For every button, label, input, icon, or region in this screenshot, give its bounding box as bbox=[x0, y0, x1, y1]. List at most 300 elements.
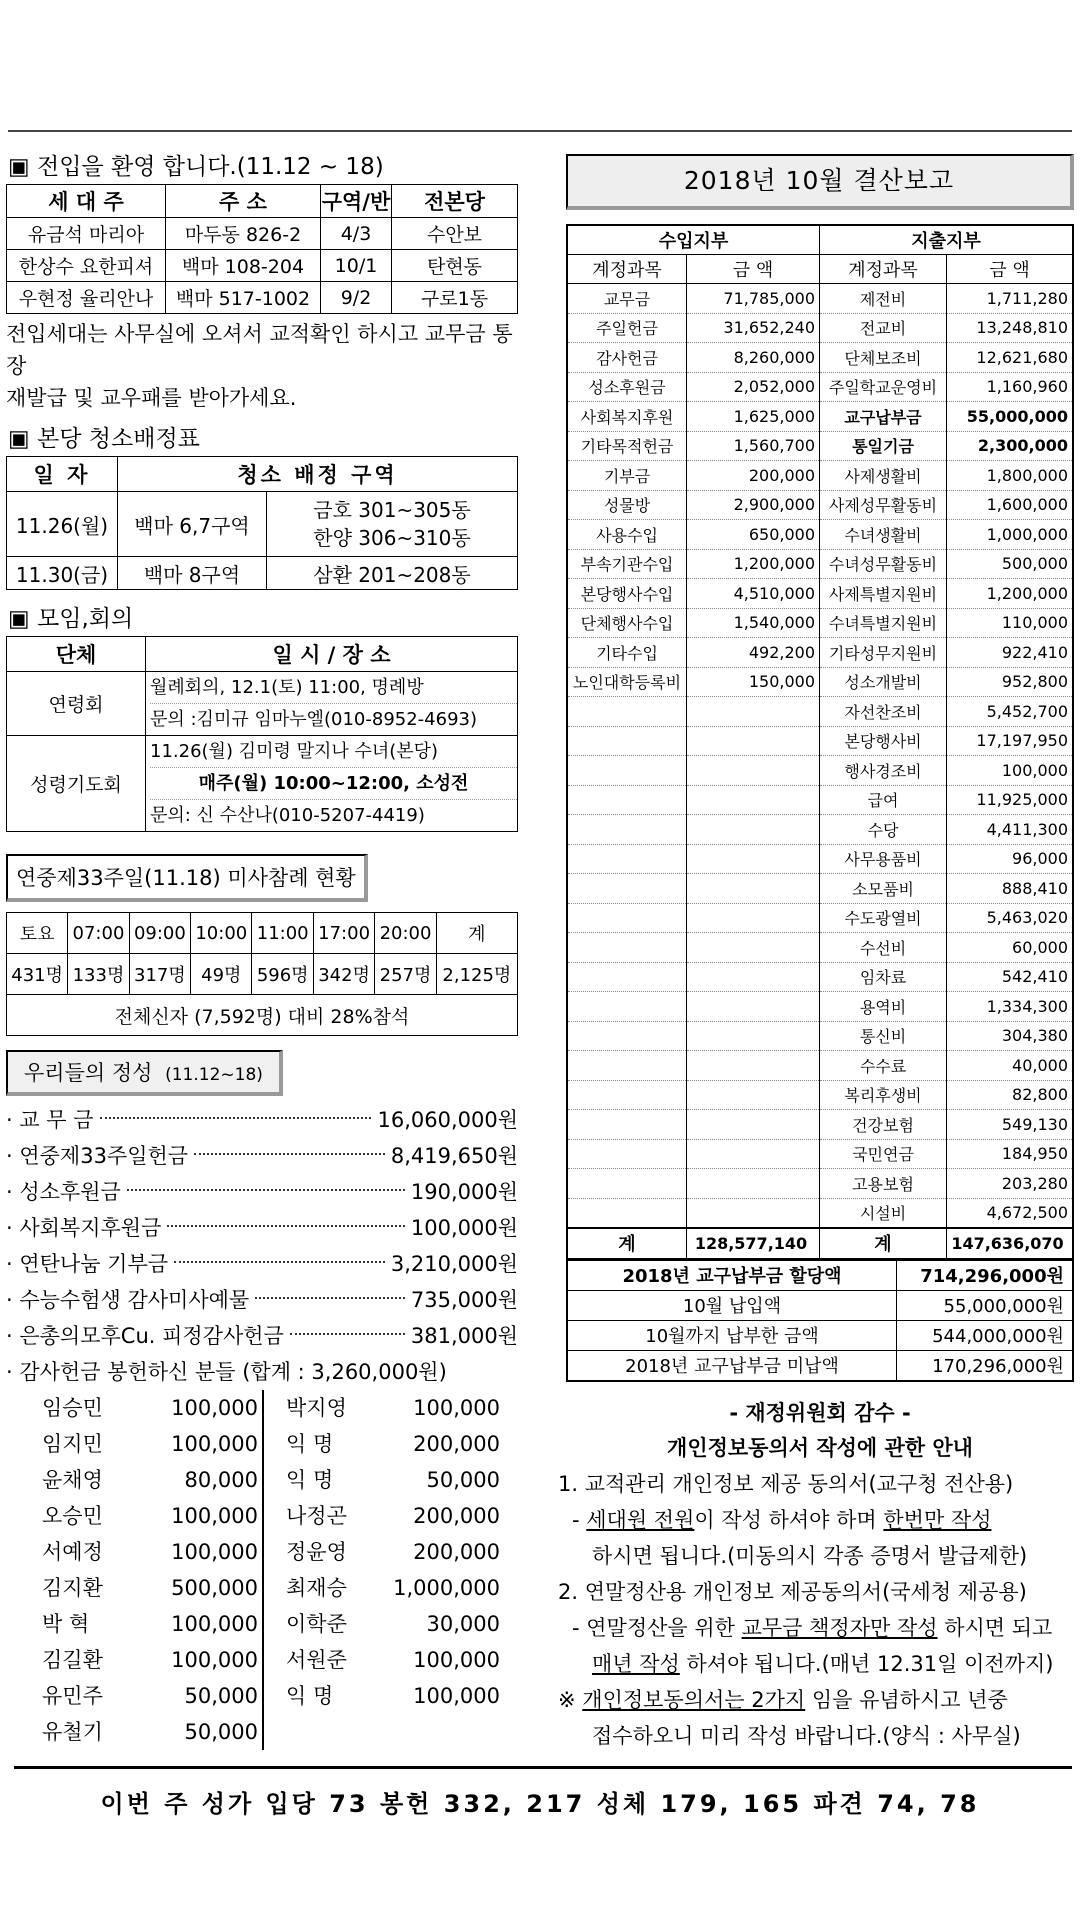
donor-amount: 200,000 bbox=[413, 1432, 500, 1456]
total-row bbox=[567, 1228, 1073, 1259]
table-row bbox=[567, 785, 1073, 815]
expense-amount: 1,711,280 bbox=[947, 284, 1074, 314]
meetings-table bbox=[6, 636, 518, 832]
table-row bbox=[567, 815, 1073, 845]
list-item bbox=[264, 1426, 504, 1462]
list-item bbox=[264, 1570, 504, 1606]
table-row bbox=[567, 697, 1073, 727]
table-row bbox=[7, 218, 518, 250]
table-row bbox=[567, 1080, 1073, 1110]
income-amount: 2,052,000 bbox=[687, 372, 820, 402]
list-item bbox=[6, 1282, 518, 1318]
income-header: 수입지부 bbox=[567, 225, 820, 255]
expense-account: 수당 bbox=[820, 815, 947, 845]
table-row bbox=[567, 608, 1073, 638]
table-row bbox=[567, 1350, 1073, 1381]
income-amount bbox=[687, 1051, 820, 1081]
income-account: 주일헌금 bbox=[567, 313, 687, 343]
text-underlined: 세대원 전원 bbox=[586, 1507, 695, 1532]
donor-amount: 50,000 bbox=[184, 1720, 258, 1744]
cell: 11.26(월) bbox=[7, 492, 118, 557]
alloc-label: 2018년 교구납부금 미납액 bbox=[567, 1350, 897, 1381]
cell: 09:00 bbox=[129, 913, 190, 954]
expense-account: 복리후생비 bbox=[820, 1080, 947, 1110]
expense-account: 행사경조비 bbox=[820, 756, 947, 786]
donor-amount: 100,000 bbox=[171, 1648, 258, 1672]
income-amount bbox=[687, 933, 820, 963]
donor-amount: 50,000 bbox=[184, 1684, 258, 1708]
privacy-body bbox=[558, 1466, 1074, 1754]
cell-line: 11.26(월) 김미령 말지나 수녀(본당) bbox=[150, 736, 517, 768]
expense-amount: 11,925,000 bbox=[947, 785, 1074, 815]
notice-line: 재발급 및 교우패를 받아가세요. bbox=[6, 386, 297, 410]
table-row bbox=[567, 1169, 1073, 1199]
cell: 구로1동 bbox=[392, 282, 518, 314]
donor-name: 박 혁 bbox=[42, 1612, 90, 1636]
income-account: 노인대학등록비 bbox=[567, 667, 687, 697]
finance-title: 2018년 10월 결산보고 bbox=[566, 154, 1074, 210]
table-row bbox=[7, 250, 518, 282]
expense-account: 성소개발비 bbox=[820, 667, 947, 697]
income-amount bbox=[687, 874, 820, 904]
list-item bbox=[6, 1246, 518, 1282]
cell: 마두동 826-2 bbox=[166, 218, 321, 250]
income-amount bbox=[687, 992, 820, 1022]
income-account: 교무금 bbox=[567, 284, 687, 314]
income-account bbox=[567, 815, 687, 845]
cell: 우현정 율리안나 bbox=[7, 282, 166, 314]
list-item bbox=[264, 1534, 504, 1570]
notice-line: 전입세대는 사무실에 오셔서 교적확인 하시고 교무금 통장 bbox=[6, 322, 513, 378]
text-underlined: 한번만 작성 bbox=[883, 1507, 992, 1532]
list-item bbox=[6, 1138, 518, 1174]
expense-account: 시설비 bbox=[820, 1198, 947, 1228]
donor-amount: 100,000 bbox=[413, 1396, 500, 1420]
col-zone: 구역/반 bbox=[321, 185, 392, 218]
list-item bbox=[30, 1678, 262, 1714]
income-amount bbox=[687, 1198, 820, 1228]
donor-name: 김지환 bbox=[42, 1576, 103, 1600]
income-amount bbox=[687, 726, 820, 756]
table-row bbox=[7, 557, 518, 590]
table-row bbox=[567, 461, 1073, 491]
donor-amount: 100,000 bbox=[171, 1396, 258, 1420]
list-item bbox=[264, 1390, 504, 1426]
income-amount bbox=[687, 903, 820, 933]
cell: 342명 bbox=[313, 954, 374, 995]
expense-total: 147,636,070 bbox=[947, 1228, 1074, 1259]
donor-name: 정윤영 bbox=[286, 1540, 347, 1564]
table-row bbox=[567, 284, 1073, 314]
offerings-title-text: 우리들의 정성 bbox=[24, 1061, 153, 1085]
text: 임을 유념하시고 년중 bbox=[805, 1687, 1008, 1712]
subheader: 계정과목 bbox=[567, 255, 687, 284]
income-account: 사회복지후원 bbox=[567, 402, 687, 432]
donor-name: 최재승 bbox=[286, 1576, 347, 1600]
expense-header: 지출지부 bbox=[820, 225, 1074, 255]
income-account bbox=[567, 933, 687, 963]
move-in-notice bbox=[6, 318, 518, 414]
income-account bbox=[567, 697, 687, 727]
cell: 삼환 201~208동 bbox=[267, 557, 518, 590]
total-label: 계 bbox=[567, 1228, 687, 1259]
donor-name: 이학준 bbox=[286, 1612, 347, 1636]
donor-amount: 200,000 bbox=[413, 1504, 500, 1528]
donor-name: 김길환 bbox=[42, 1648, 103, 1672]
income-amount: 1,560,700 bbox=[687, 431, 820, 461]
offerings-list bbox=[6, 1102, 518, 1390]
text: 이 작성 하셔야 하며 bbox=[694, 1507, 884, 1532]
expense-account: 임차료 bbox=[820, 962, 947, 992]
expense-amount: 203,280 bbox=[947, 1169, 1074, 1199]
move-in-title: ▣ 전입을 환영 합니다.(11.12 ~ 18) bbox=[8, 154, 384, 180]
privacy-line: 1. 교적관리 개인정보 제공 동의서(교구청 전산용) bbox=[558, 1471, 1014, 1496]
income-amount: 1,200,000 bbox=[687, 549, 820, 579]
income-amount bbox=[687, 1169, 820, 1199]
cell bbox=[267, 492, 518, 557]
expense-amount: 4,672,500 bbox=[947, 1198, 1074, 1228]
table-row bbox=[567, 1320, 1073, 1350]
expense-amount: 1,334,300 bbox=[947, 992, 1074, 1022]
income-account bbox=[567, 785, 687, 815]
income-account: 감사헌금 bbox=[567, 343, 687, 373]
col-datetime-place: 일 시 / 장 소 bbox=[146, 637, 518, 672]
list-item bbox=[6, 1174, 518, 1210]
col-date: 일 자 bbox=[7, 457, 118, 492]
top-rule bbox=[8, 130, 1072, 132]
expense-account: 고용보험 bbox=[820, 1169, 947, 1199]
list-item bbox=[264, 1642, 504, 1678]
list-item bbox=[30, 1426, 262, 1462]
table-row bbox=[567, 1110, 1073, 1140]
income-account bbox=[567, 1080, 687, 1110]
list-item bbox=[30, 1498, 262, 1534]
expense-account: 수녀생활비 bbox=[820, 520, 947, 550]
expense-amount: 1,200,000 bbox=[947, 579, 1074, 609]
bottom-rule bbox=[14, 1766, 1072, 1769]
table-row bbox=[567, 726, 1073, 756]
privacy-line: 접수하오니 미리 작성 바랍니다.(양식 : 사무실) bbox=[592, 1723, 1021, 1748]
table-row bbox=[567, 844, 1073, 874]
expense-account: 수수료 bbox=[820, 1051, 947, 1081]
donor-amount: 200,000 bbox=[413, 1540, 500, 1564]
donor-amount: 50,000 bbox=[426, 1468, 500, 1492]
donor-name: 임지민 bbox=[42, 1432, 103, 1456]
cell: 한상수 요한피셔 bbox=[7, 250, 166, 282]
cell-line: 금호 301~305동 bbox=[313, 498, 471, 522]
alloc-amount: 170,296,000원 bbox=[897, 1350, 1074, 1381]
cell: 133명 bbox=[68, 954, 129, 995]
alloc-label: 10월까지 납부한 금액 bbox=[567, 1320, 897, 1350]
table-row bbox=[567, 992, 1073, 1022]
donor-name: 서원준 bbox=[286, 1648, 347, 1672]
item-amount: 100,000원 bbox=[410, 1216, 518, 1240]
subheader: 계정과목 bbox=[820, 255, 947, 284]
privacy-title: 개인정보동의서 작성에 관한 안내 bbox=[667, 1435, 973, 1460]
privacy-line bbox=[558, 1646, 1074, 1682]
income-amount bbox=[687, 962, 820, 992]
income-total: 128,577,140 bbox=[687, 1228, 820, 1259]
income-account: 성소후원금 bbox=[567, 372, 687, 402]
income-amount: 150,000 bbox=[687, 667, 820, 697]
cell: 431명 bbox=[7, 954, 68, 995]
income-account: 성물방 bbox=[567, 490, 687, 520]
left-column bbox=[6, 146, 518, 1750]
expense-account: 건강보험 bbox=[820, 1110, 947, 1140]
text: ※ bbox=[558, 1687, 583, 1712]
leader-dots bbox=[290, 1333, 405, 1335]
cell: 07:00 bbox=[68, 913, 129, 954]
expense-amount: 922,410 bbox=[947, 638, 1074, 668]
cell: 유금석 마리아 bbox=[7, 218, 166, 250]
income-amount bbox=[687, 756, 820, 786]
table-row bbox=[567, 372, 1073, 402]
expense-account: 자선찬조비 bbox=[820, 697, 947, 727]
col-cleaning-zone: 청소 배정 구역 bbox=[118, 457, 518, 492]
donor-name: 윤채영 bbox=[42, 1468, 103, 1492]
income-amount: 1,625,000 bbox=[687, 402, 820, 432]
expense-account: 단체보조비 bbox=[820, 343, 947, 373]
donor-amount: 500,000 bbox=[171, 1576, 258, 1600]
donor-column-left bbox=[30, 1390, 264, 1750]
expense-account: 사제성무활동비 bbox=[820, 490, 947, 520]
cell: 백마 517-1002 bbox=[166, 282, 321, 314]
allocation-table bbox=[566, 1260, 1074, 1382]
subheader: 금 액 bbox=[947, 255, 1074, 284]
table-row bbox=[567, 1198, 1073, 1228]
donor-name: 나정곤 bbox=[286, 1504, 347, 1528]
cell: 11.30(금) bbox=[7, 557, 118, 590]
income-account: 사용수입 bbox=[567, 520, 687, 550]
cell: 10:00 bbox=[191, 913, 252, 954]
income-account bbox=[567, 1139, 687, 1169]
donor-amount: 100,000 bbox=[171, 1504, 258, 1528]
expense-amount: 2,300,000 bbox=[947, 431, 1074, 461]
donor-column-right bbox=[264, 1390, 504, 1750]
cell: 수안보 bbox=[392, 218, 518, 250]
expense-account: 사무용품비 bbox=[820, 844, 947, 874]
expense-amount: 500,000 bbox=[947, 549, 1074, 579]
income-account bbox=[567, 1051, 687, 1081]
alloc-label: 2018년 교구납부금 할당액 bbox=[567, 1260, 897, 1290]
income-account bbox=[567, 903, 687, 933]
expense-amount: 110,000 bbox=[947, 608, 1074, 638]
income-amount: 2,900,000 bbox=[687, 490, 820, 520]
list-item bbox=[30, 1570, 262, 1606]
text-underlined: 교무금 책정자만 작성 bbox=[741, 1615, 938, 1640]
income-account bbox=[567, 844, 687, 874]
expense-amount: 304,380 bbox=[947, 1021, 1074, 1051]
income-amount bbox=[687, 1139, 820, 1169]
income-account: 기타목적헌금 bbox=[567, 431, 687, 461]
offerings-period: (11.12~18) bbox=[165, 1065, 263, 1085]
item-amount: 190,000원 bbox=[410, 1180, 518, 1204]
table-row bbox=[567, 1260, 1073, 1290]
cell bbox=[146, 736, 518, 832]
expense-amount: 5,463,020 bbox=[947, 903, 1074, 933]
donor-amount: 1,000,000 bbox=[393, 1576, 500, 1600]
income-account bbox=[567, 1169, 687, 1199]
item-label: · 성소후원금 bbox=[6, 1180, 121, 1204]
income-amount: 4,510,000 bbox=[687, 579, 820, 609]
cell: 토요 bbox=[7, 913, 68, 954]
leader-dots bbox=[100, 1117, 372, 1119]
donor-amount: 100,000 bbox=[171, 1432, 258, 1456]
expense-account: 교구납부금 bbox=[820, 402, 947, 432]
cell: 17:00 bbox=[313, 913, 374, 954]
income-amount bbox=[687, 1110, 820, 1140]
privacy-line bbox=[558, 1682, 1074, 1718]
income-account bbox=[567, 874, 687, 904]
text: 하시면 되고 bbox=[937, 1615, 1053, 1640]
donor-name: 오승민 bbox=[42, 1504, 103, 1528]
income-amount bbox=[687, 697, 820, 727]
expense-amount: 1,800,000 bbox=[947, 461, 1074, 491]
donor-amount: 80,000 bbox=[184, 1468, 258, 1492]
income-account bbox=[567, 756, 687, 786]
table-row bbox=[567, 490, 1073, 520]
audit-note: - 재정위원회 감수 - bbox=[729, 1400, 911, 1425]
cell: 257명 bbox=[375, 954, 436, 995]
income-amount: 31,652,240 bbox=[687, 313, 820, 343]
list-item bbox=[30, 1714, 262, 1750]
col-householder: 세 대 주 bbox=[7, 185, 166, 218]
cleaning-table bbox=[6, 456, 518, 590]
col-group: 단체 bbox=[7, 637, 146, 672]
text: 하셔야 됩니다.(매년 12.31일 이전까지) bbox=[679, 1651, 1054, 1676]
cell: 9/2 bbox=[321, 282, 392, 314]
cell: 11:00 bbox=[252, 913, 313, 954]
income-amount: 200,000 bbox=[687, 461, 820, 491]
table-row bbox=[567, 549, 1073, 579]
expense-amount: 1,000,000 bbox=[947, 520, 1074, 550]
income-account bbox=[567, 726, 687, 756]
table-row bbox=[567, 313, 1073, 343]
item-amount: 3,210,000원 bbox=[390, 1252, 518, 1276]
leader-dots bbox=[255, 1297, 405, 1299]
cell: 백마 108-204 bbox=[166, 250, 321, 282]
expense-amount: 184,950 bbox=[947, 1139, 1074, 1169]
expense-amount: 5,452,700 bbox=[947, 697, 1074, 727]
table-row bbox=[7, 282, 518, 314]
list-item bbox=[6, 1102, 518, 1138]
income-amount: 1,540,000 bbox=[687, 608, 820, 638]
cell: 탄현동 bbox=[392, 250, 518, 282]
expense-account: 통일기금 bbox=[820, 431, 947, 461]
income-amount bbox=[687, 815, 820, 845]
income-account: 기타수입 bbox=[567, 638, 687, 668]
donor-name: 유철기 bbox=[42, 1720, 103, 1744]
subheader: 금 액 bbox=[687, 255, 820, 284]
cell: 49명 bbox=[191, 954, 252, 995]
cell: 596명 bbox=[252, 954, 313, 995]
table-row bbox=[567, 638, 1073, 668]
thanks-title: · 감사헌금 봉헌하신 분들 (합계 : 3,260,000원) bbox=[6, 1360, 447, 1384]
leader-dots bbox=[194, 1153, 385, 1155]
expense-amount: 82,800 bbox=[947, 1080, 1074, 1110]
list-item bbox=[264, 1498, 504, 1534]
donor-name: 익 명 bbox=[286, 1684, 334, 1708]
text: - bbox=[572, 1507, 587, 1532]
donor-name: 익 명 bbox=[286, 1468, 334, 1492]
list-item bbox=[264, 1462, 504, 1498]
income-amount: 650,000 bbox=[687, 520, 820, 550]
expense-amount: 55,000,000 bbox=[947, 402, 1074, 432]
leader-dots bbox=[127, 1189, 405, 1191]
donor-amount: 30,000 bbox=[426, 1612, 500, 1636]
privacy-line bbox=[558, 1610, 1074, 1646]
expense-amount: 1,160,960 bbox=[947, 372, 1074, 402]
hymn-footer: 이번 주 성가 입당 73 봉헌 332, 217 성체 179, 165 파견 74, 78 bbox=[100, 1790, 980, 1818]
list-item bbox=[30, 1534, 262, 1570]
expense-amount: 549,130 bbox=[947, 1110, 1074, 1140]
table-row bbox=[567, 756, 1073, 786]
alloc-amount: 544,000,000원 bbox=[897, 1320, 1074, 1350]
meetings-title: ▣ 모임,회의 bbox=[8, 606, 134, 632]
income-account bbox=[567, 1110, 687, 1140]
income-account: 본당행사수입 bbox=[567, 579, 687, 609]
list-item bbox=[264, 1678, 504, 1714]
expense-account: 수선비 bbox=[820, 933, 947, 963]
item-label: · 수능수험생 감사미사예물 bbox=[6, 1288, 250, 1312]
table-row bbox=[567, 903, 1073, 933]
right-column bbox=[558, 154, 1074, 1754]
list-item bbox=[30, 1390, 262, 1426]
donor-amount: 100,000 bbox=[413, 1648, 500, 1672]
item-label: · 은총의모후Cu. 피정감사헌금 bbox=[6, 1324, 284, 1348]
income-amount: 71,785,000 bbox=[687, 284, 820, 314]
cell: 백마 6,7구역 bbox=[118, 492, 267, 557]
text: - 연말정산을 위한 bbox=[572, 1615, 742, 1640]
cell: 10/1 bbox=[321, 250, 392, 282]
table-row bbox=[567, 431, 1073, 461]
income-account bbox=[567, 1021, 687, 1051]
expense-account: 급여 bbox=[820, 785, 947, 815]
income-amount: 492,200 bbox=[687, 638, 820, 668]
cleaning-title: ▣ 본당 청소배정표 bbox=[8, 426, 200, 452]
expense-amount: 12,621,680 bbox=[947, 343, 1074, 373]
income-account bbox=[567, 992, 687, 1022]
cell: 2,125명 bbox=[436, 954, 517, 995]
income-amount: 8,260,000 bbox=[687, 343, 820, 373]
table-row bbox=[567, 579, 1073, 609]
text-underlined: 매년 작성 bbox=[592, 1651, 680, 1676]
cell: 성령기도회 bbox=[7, 736, 146, 832]
col-address: 주 소 bbox=[166, 185, 321, 218]
income-amount bbox=[687, 1080, 820, 1110]
item-label: · 연탄나눔 기부금 bbox=[6, 1252, 169, 1276]
expense-amount: 13,248,810 bbox=[947, 313, 1074, 343]
item-amount: 735,000원 bbox=[410, 1288, 518, 1312]
expense-account: 용역비 bbox=[820, 992, 947, 1022]
expense-account: 주일학교운영비 bbox=[820, 372, 947, 402]
expense-amount: 4,411,300 bbox=[947, 815, 1074, 845]
donor-name: 유민주 bbox=[42, 1684, 103, 1708]
item-amount: 381,000원 bbox=[410, 1324, 518, 1348]
expense-account: 수녀성무활동비 bbox=[820, 549, 947, 579]
cell: 317명 bbox=[129, 954, 190, 995]
expense-account: 소모품비 bbox=[820, 874, 947, 904]
income-amount bbox=[687, 844, 820, 874]
alloc-label: 10월 납입액 bbox=[567, 1290, 897, 1320]
cell-line: 문의: 신 수산나(010-5207-4419) bbox=[150, 805, 425, 826]
expense-amount: 17,197,950 bbox=[947, 726, 1074, 756]
mass-title: 연중제33주일(11.18) 미사참례 현황 bbox=[6, 854, 368, 902]
cell: 연령회 bbox=[7, 672, 146, 736]
mass-summary: 전체신자 (7,592명) 대비 28%참석 bbox=[7, 995, 518, 1036]
donor-name: 박지영 bbox=[286, 1396, 347, 1420]
list-item bbox=[30, 1606, 262, 1642]
